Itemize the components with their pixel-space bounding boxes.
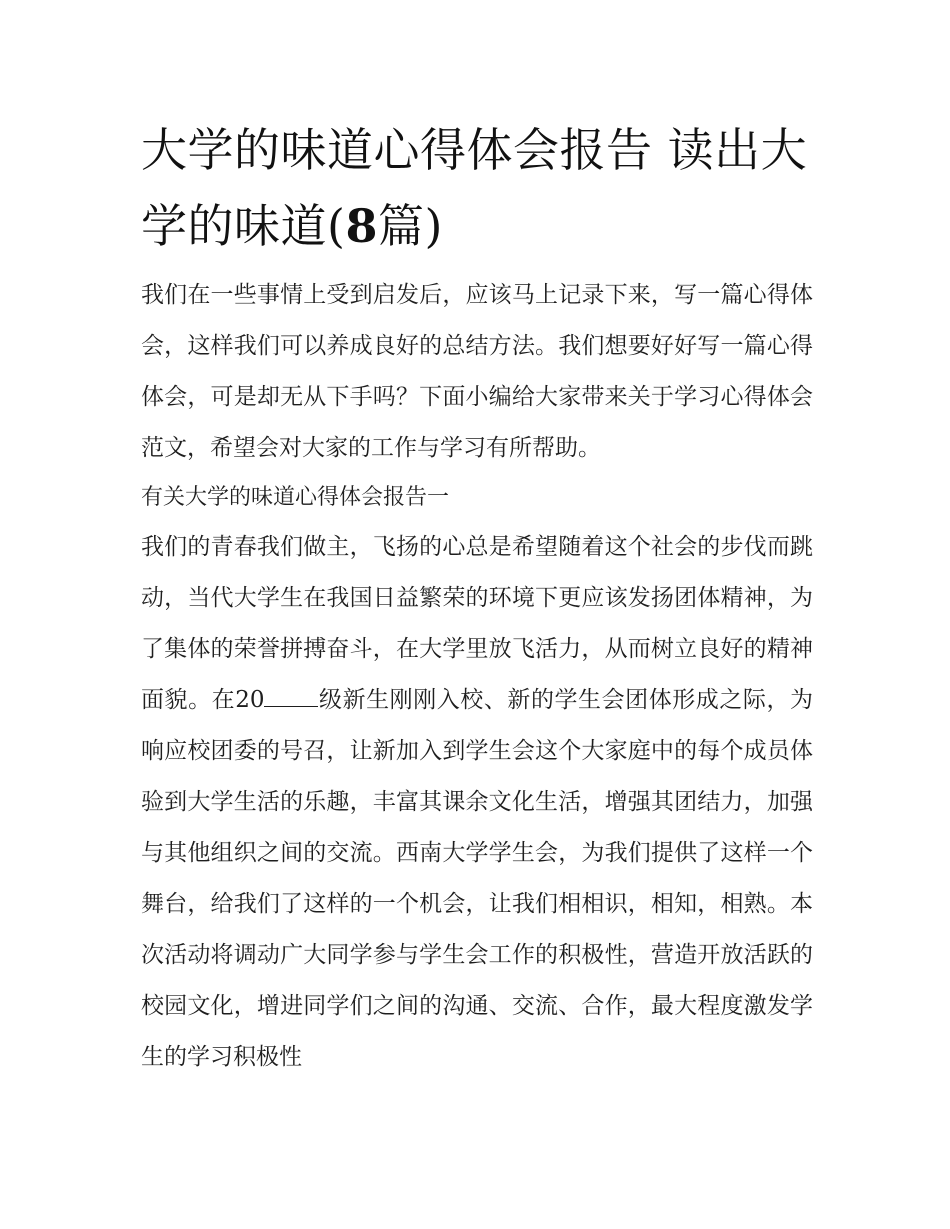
intro-paragraph: 我们在一些事情上受到启发后，应该马上记录下来，写一篇心得体会，这样我们可以养成良好的总结方法。我们想要好好写一篇心得体会，可是却无从下手吗？下面小编给大家带来关于学习心得体会范文，希望会对大家的工作与学习有所帮助。 [141,282,813,461]
document-content [141,112,813,1083]
document-title [141,112,813,264]
body-text-part-1: 我们的青春我们做主，飞扬的心总是希望随着这个社会的步伐而跳动，当代大学生在我国日益繁荣的环境下更应该发扬团体精神，为了集体的荣誉拼搏奋斗，在大学里放飞活力，从而树立良好的精神面貌。在20 [141,534,813,713]
body-paragraph [141,522,813,1083]
title-main-text: 大学的味道心得体会报告 读出大学的味道( [141,123,808,253]
body-text-part-2: 级新生刚刚入校、新的学生会团体形成之际，为响应校团委的号召，让新加入到学生会这个大家庭中的每个成员体验到大学生活的乐趣，丰富其课余文化生活，增强其团结力，加强与其他组织之间的交流。西南大学学生会，为我们提供了这样一个舞台，给我们了这样的一个机会，让我们相相识，相知，相熟。本次活动将调动广大同学参与学生会工作的积极性，营造开放活跃的校园文化，增进同学们之间的沟通、交流、合作，最大程度激发学生的学习积极性 [141,687,813,1070]
section-heading: 有关大学的味道心得体会报告一 [141,485,450,510]
title-count: 8 [345,199,378,253]
title-unit-text: 篇) [377,199,443,253]
fill-in-blank [264,682,318,707]
